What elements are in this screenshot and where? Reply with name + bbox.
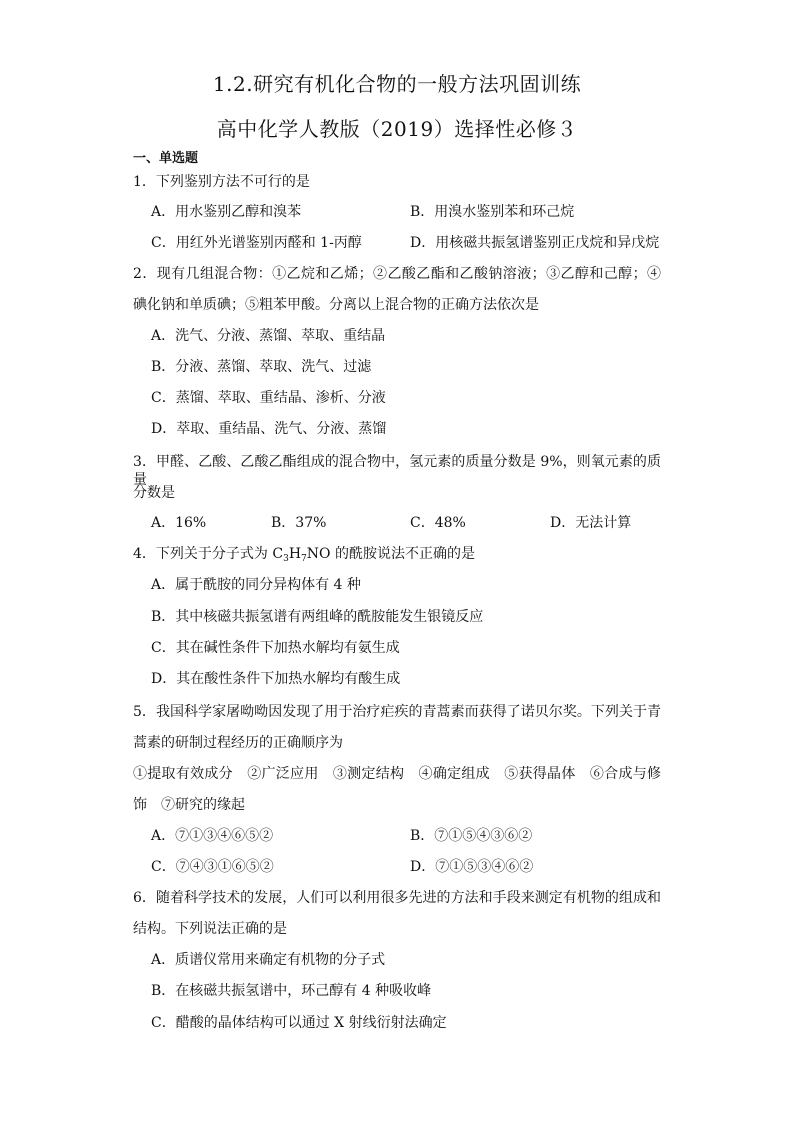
question-5-option-c: C．⑦④③①⑥⑤② (151, 859, 274, 875)
question-5-option-d: D．⑦①⑤③④⑥② (410, 859, 534, 875)
section-heading: 一、单选题 (133, 151, 199, 166)
question-6-option-c: C．醋酸的晶体结构可以通过 X 射线衍射法确定 (151, 1015, 447, 1031)
question-3-stem-line-2: 分数是 (133, 485, 175, 501)
question-1-option-c: C．用红外光谱鉴别丙醛和 1-丙醇 (151, 235, 362, 251)
question-2-option-c: C．蒸馏、萃取、重结晶、渗析、分液 (151, 390, 386, 406)
question-5-list-line-1: ①提取有效成分 ②广泛应用 ③测定结构 ④确定组成 ⑤获得晶体 ⑥合成与修 (133, 766, 661, 782)
question-4-option-b: B．其中核磁共振氢谱有两组峰的酰胺能发生银镜反应 (151, 609, 484, 625)
question-5-list-line-2: 饰 ⑦研究的缘起 (133, 797, 245, 813)
question-6-stem-line-1: 6．随着科学技术的发展，人们可以利用很多先进的方法和手段来测定有机物的组成和 (133, 890, 661, 906)
question-4-option-a: A．属于酰胺的同分异构体有 4 种 (151, 577, 361, 593)
question-1-stem: 1．下列鉴别方法不可行的是 (133, 174, 310, 190)
question-4-option-d: D．其在酸性条件下加热水解均有酸生成 (151, 671, 401, 687)
question-4-stem-post: NO 的酰胺说法不正确的是 (306, 546, 475, 562)
question-2-option-d: D．萃取、重结晶、洗气、分液、蒸馏 (151, 421, 387, 437)
question-3-option-a: A．16% (151, 515, 207, 531)
question-4-stem (133, 545, 475, 563)
question-2-stem-line-2: 碘化钠和单质碘；⑤粗苯甲酸。分离以上混合物的正确方法依次是 (133, 297, 539, 313)
question-3-option-d: D．无法计算 (550, 515, 632, 531)
question-3-option-c: C．48% (410, 515, 466, 531)
question-1-option-d: D．用核磁共振氢谱鉴别正戊烷和异戊烷 (410, 235, 660, 251)
question-3-stem-line-1: 3．甲醛、乙酸、乙酸乙酯组成的混合物中，氢元素的质量分数是 9%，则氧元素的质量 (133, 454, 661, 488)
page-subtitle: 高中化学人教版（2019）选择性必修３ (216, 117, 578, 141)
question-5-stem-line-1: 5．我国科学家屠呦呦因发现了用于治疗疟疾的青蒿素而获得了诺贝尔奖。下列关于青 (133, 704, 661, 720)
question-2-option-a: A．洗气、分液、蒸馏、萃取、重结晶 (151, 328, 386, 344)
question-5-stem-line-2: 蒿素的研制过程经历的正确顺序为 (133, 735, 343, 751)
question-2-option-b: B．分液、蒸馏、萃取、洗气、过滤 (151, 359, 372, 375)
question-3-option-b: B．37% (271, 515, 327, 531)
formula-subscript-3: 3 (283, 554, 289, 564)
formula-subscript-7: 7 (301, 554, 307, 564)
question-1-option-b: B．用溴水鉴别苯和环己烷 (410, 204, 575, 220)
question-1-option-a: A．用水鉴别乙醇和溴苯 (151, 204, 302, 220)
question-6-option-a: A．质谱仪常用来确定有机物的分子式 (151, 952, 386, 968)
question-4-stem-pre: 4．下列关于分子式为 C (133, 546, 284, 562)
question-5-option-b: B．⑦①⑤④③⑥② (410, 828, 533, 844)
question-5-option-a: A．⑦①③④⑥⑤② (151, 828, 274, 844)
page-title: 1.2.研究有机化合物的一般方法巩固训练 (212, 72, 582, 96)
question-2-stem-line-1: 2．现有几组混合物：①乙烷和乙烯；②乙酸乙酯和乙酸钠溶液；③乙醇和己醇；④ (133, 266, 661, 282)
formula-h: H (288, 546, 302, 562)
question-6-stem-line-2: 结构。下列说法正确的是 (133, 921, 287, 937)
question-6-option-b: B．在核磁共振氢谱中，环己醇有 4 种吸收峰 (151, 983, 432, 999)
question-4-option-c: C．其在碱性条件下加热水解均有氨生成 (151, 640, 400, 656)
